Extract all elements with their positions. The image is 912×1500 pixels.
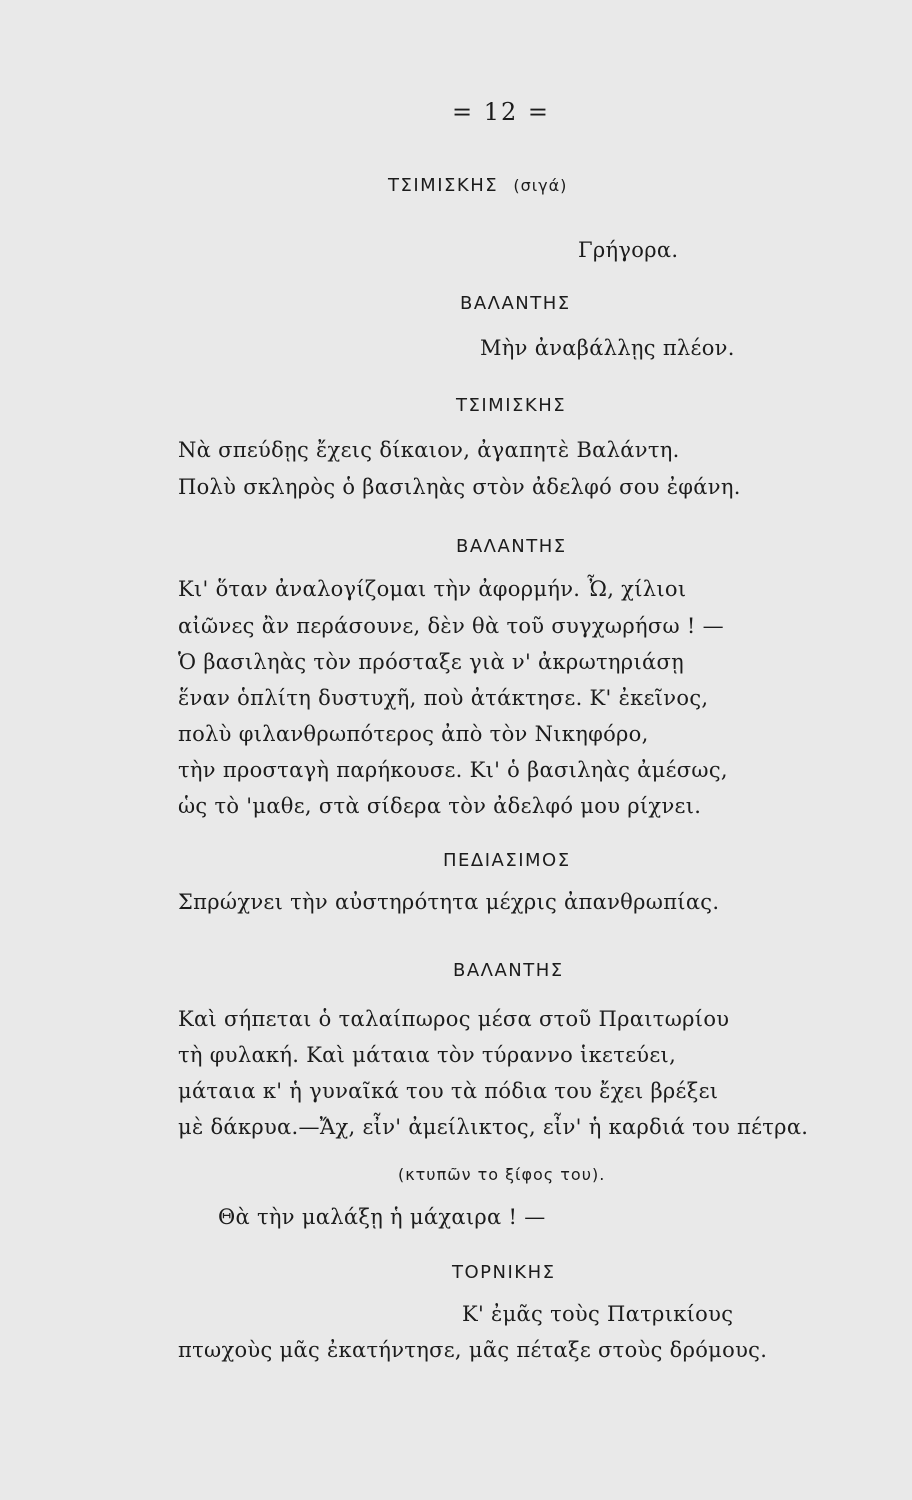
verse-line: πτωχοὺς μᾶς ἐκατήντησε, μᾶς πέταξε στοὺς δρόμους. — [178, 1338, 768, 1362]
speaker-name: ΒΑΛΑΝΤΗΣ — [456, 536, 567, 557]
speaker-name — [388, 175, 567, 196]
verse-line: πολὺ φιλανθρωπότερος ἀπὸ τὸν Νικηφόρο, — [178, 722, 649, 746]
verse-line: τὴν προσταγὴ παρήκουσε. Κι' ὁ βασιληὰς ἀμέσως, — [178, 758, 728, 782]
speaker-name: ΤΟΡΝΙΚΗΣ — [452, 1262, 556, 1283]
verse-line: ἕναν ὁπλίτη δυστυχῆ, ποὺ ἀτάκτησε. Κ' ἐκεῖνος, — [178, 686, 709, 710]
stage-direction: (σιγά) — [513, 176, 568, 195]
page-number: = 12 = — [452, 98, 551, 126]
verse-line: αἰῶνες ἂν περάσουνε, δὲν θὰ τοῦ συγχωρήσω ! — — [178, 614, 724, 638]
speaker-name: ΒΑΛΑΝΤΗΣ — [460, 293, 571, 314]
verse-line: Νὰ σπεύδῃς ἔχεις δίκαιον, ἀγαπητὲ Βαλάντη. — [178, 438, 680, 462]
verse-line: μάταια κ' ἡ γυναῖκά του τὰ πόδια του ἔχει βρέξει — [178, 1079, 719, 1103]
verse-line: ὡς τὸ 'μαθε, στὰ σίδερα τὸν ἀδελφό μου ρίχνει. — [178, 794, 702, 818]
verse-line: Γρήγορα. — [578, 238, 679, 262]
speaker-name: ΠΕΔΙΑΣΙΜΟΣ — [443, 850, 571, 871]
verse-line: Καὶ σήπεται ὁ ταλαίπωρος μέσα στοῦ Πραιτωρίου — [178, 1007, 730, 1031]
verse-line: Κι' ὅταν ἀναλογίζομαι τὴν ἀφορμήν. Ὦ, χίλιοι — [178, 577, 687, 601]
verse-line: Μὴν ἀναβάλλῃς πλέον. — [480, 336, 735, 360]
stage-direction: (κτυπῶν το ξίφος του). — [398, 1165, 606, 1184]
verse-line: τὴ φυλακή. Καὶ μάταια τὸν τύραννο ἱκετεύει, — [178, 1043, 677, 1067]
speaker-name: ΒΑΛΑΝΤΗΣ — [453, 960, 564, 981]
speaker-label: ΤΣΙΜΙΣΚΗΣ — [388, 175, 499, 196]
speaker-name: ΤΣΙΜΙΣΚΗΣ — [456, 395, 567, 416]
verse-line: Πολὺ σκληρὸς ὁ βασιληὰς στὸν ἀδελφό σου ἐφάνη. — [178, 475, 741, 499]
verse-line: Ὁ βασιληὰς τὸν πρόσταξε γιὰ ν' ἀκρωτηριάσῃ — [178, 650, 684, 674]
verse-line: μὲ δάκρυα.—Ἄχ, εἶν' ἀμείλικτος, εἶν' ἡ καρδιά του πέτρα. — [178, 1115, 809, 1139]
verse-line: Σπρώχνει τὴν αὐστηρότητα μέχρις ἀπανθρωπίας. — [178, 890, 720, 914]
verse-line: Θὰ τὴν μαλάξῃ ἡ μάχαιρα ! — — [218, 1205, 546, 1229]
verse-line: Κ' ἐμᾶς τοὺς Πατρικίους — [462, 1302, 734, 1326]
